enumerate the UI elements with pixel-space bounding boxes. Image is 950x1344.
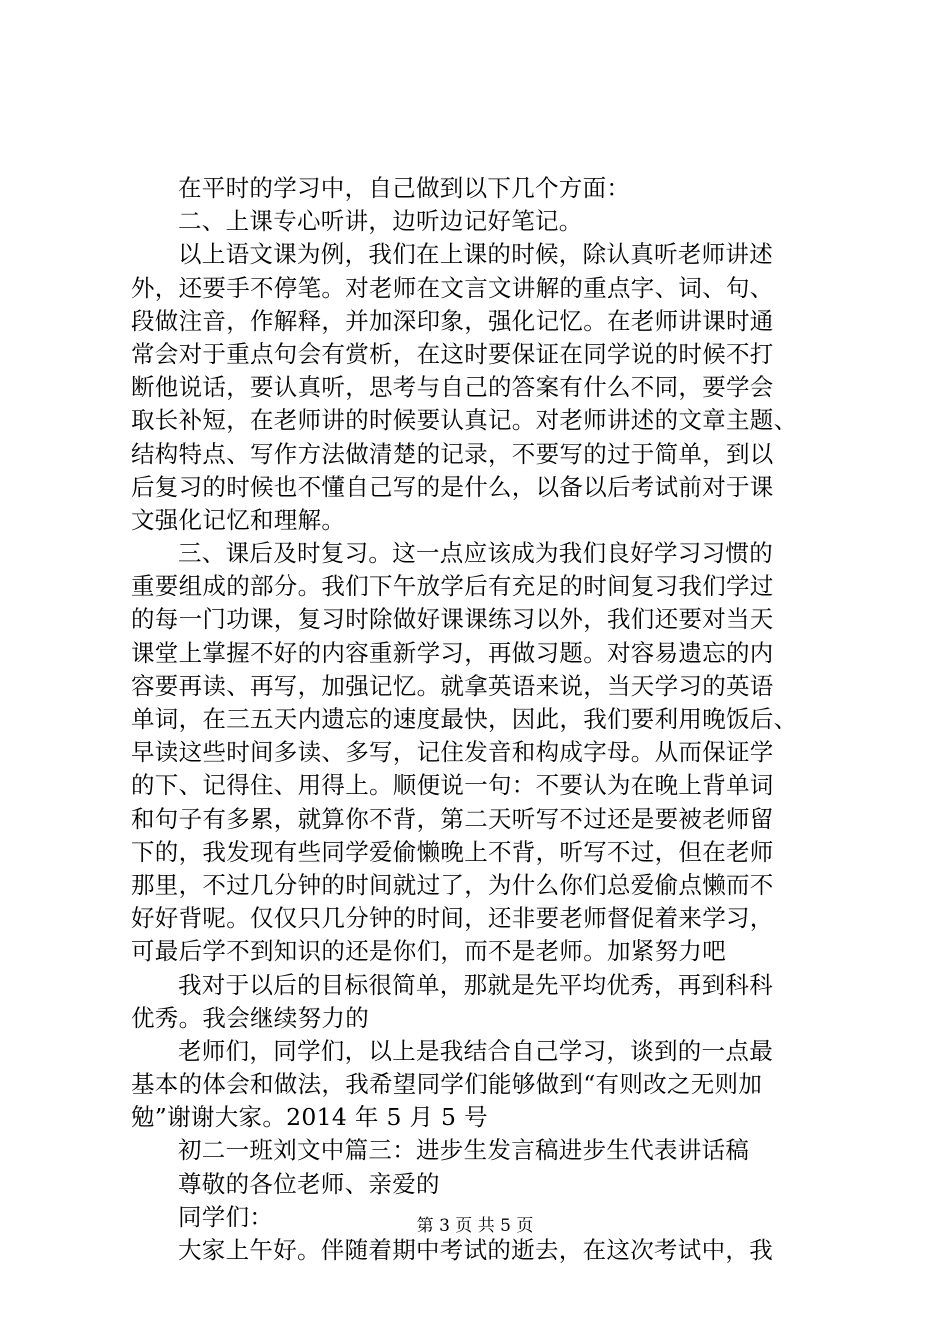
text-line: 我对于以后的目标很简单，那就是先平均优秀，再到科科 — [178, 970, 773, 999]
text-line: 下的，我发现有些同学爱偷懒晚上不背，听写不过，但在老师 — [131, 837, 774, 866]
text-line: 外，还要手不停笔。对老师在文言文讲解的重点字、词、句、 — [131, 273, 774, 302]
text-line: 老师们，同学们，以上是我结合自己学习，谈到的一点最 — [178, 1036, 773, 1065]
text-line: 基本的体会和做法，我希望同学们能够做到“有则改之无则加 — [131, 1070, 763, 1099]
text-line: 大家上午好。伴随着期中考试的逝去，在这次考试中，我 — [178, 1236, 773, 1264]
text-line: 结构特点、写作方法做清楚的记录，不要写的过于简单，到以 — [131, 439, 774, 468]
text-line: 单词，在三五天内遗忘的速度最快，因此，我们要利用晚饭后、 — [131, 705, 798, 733]
text-line: 好好背呢。仅仅只几分钟的时间，还非要老师督促着来学习， — [131, 904, 774, 933]
text-line: 和句子有多累，就算你不背，第二天听写不过还是要被老师留 — [131, 804, 774, 833]
text-line: 段做注音，作解释，并加深印象，强化记忆。在老师讲课时通 — [131, 306, 774, 335]
text-line: 二、上课专心听讲，边听边记好笔记。 — [178, 207, 583, 236]
text-line: 文强化记忆和理解。 — [131, 505, 346, 534]
text-line: 尊敬的各位老师、亲爱的 — [178, 1169, 440, 1198]
text-line: 重要组成的部分。我们下午放学后有充足的时间复习我们学过 — [131, 572, 774, 601]
document-body — [131, 172, 831, 1267]
text-line: 同学们： — [178, 1202, 274, 1231]
text-line: 三、课后及时复习。这一点应该成为我们良好学习习惯的 — [178, 539, 773, 568]
text-line: 初二一班刘文中篇三：进步生发言稿进步生代表讲话稿 — [178, 1136, 750, 1165]
text-line: 课堂上掌握不好的内容重新学习，再做习题。对容易遗忘的内 — [131, 638, 774, 667]
text-line: 以上语文课为例，我们在上课的时候，除认真听老师讲述 — [178, 240, 773, 269]
text-line: 优秀。我会继续努力的 — [131, 1003, 369, 1032]
text-line: 那里，不过几分钟的时间就过了，为什么你们总爱偷点懒而不 — [131, 870, 774, 899]
text-line: 的每一门功课，复习时除做好课课练习以外，我们还要对当天 — [131, 605, 774, 634]
text-line: 取长补短，在老师讲的时候要认真记。对老师讲述的文章主题、 — [131, 406, 798, 435]
text-line: 常会对于重点句会有赏析，在这时要保证在同学说的时候不打 — [131, 339, 774, 368]
text-line: 后复习的时候也不懂自己写的是什么，以备以后考试前对于课 — [131, 472, 774, 501]
text-line: 断他说话，要认真听，思考与自己的答案有什么不同，要学会 — [131, 373, 774, 402]
text-line: 早读这些时间多读、多写，记住发音和构成字母。从而保证学 — [131, 738, 774, 767]
page-footer: 第 3 页 共 5 页 — [416, 1216, 534, 1236]
text-line: 容要再读、再写，加强记忆。就拿英语来说，当天学习的英语 — [131, 671, 774, 700]
text-line: 在平时的学习中，自己做到以下几个方面： — [178, 174, 631, 202]
text-line: 的下、记得住、用得上。顺便说一句：不要认为在晚上背单词 — [131, 771, 774, 800]
text-line: 勉”谢谢大家。2014 年 5 月 5 号 — [131, 1103, 488, 1132]
text-line: 可最后学不到知识的还是你们，而不是老师。加紧努力吧 — [131, 937, 726, 966]
